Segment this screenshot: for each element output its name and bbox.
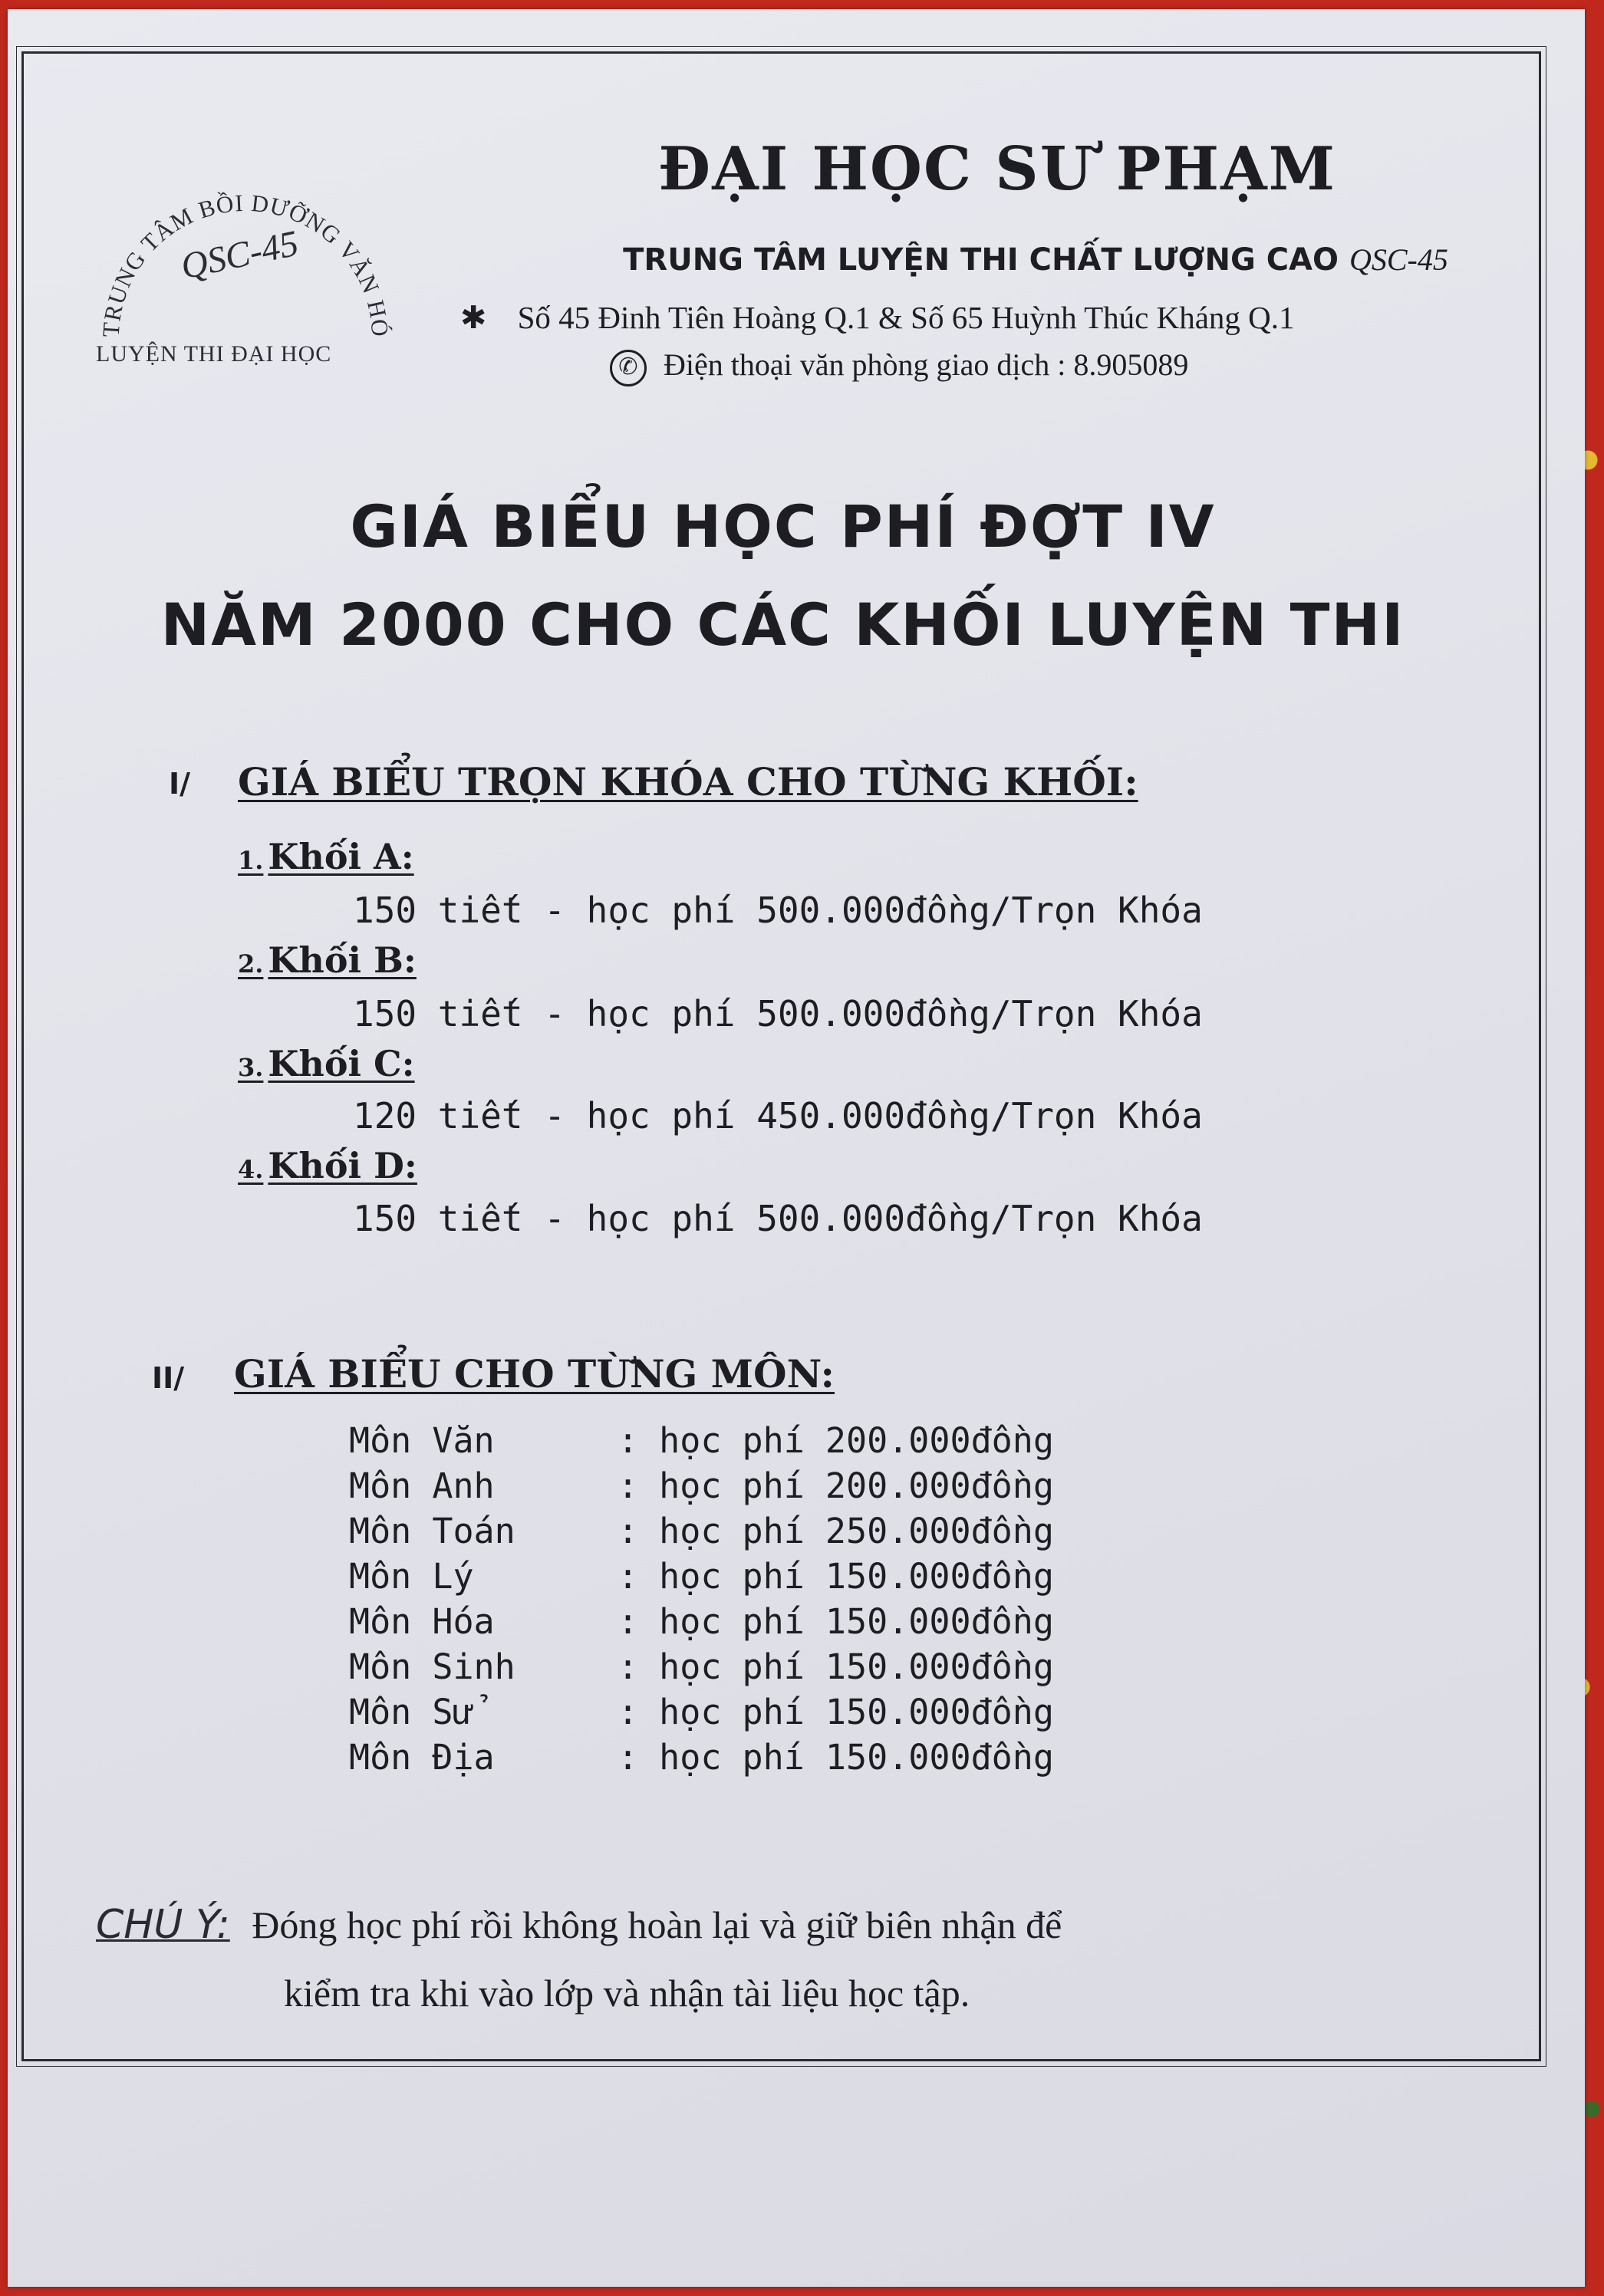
khoi-d-detail: 150 tiết - học phí 500.000đồng/Trọn Khóa: [353, 1198, 1203, 1239]
subject-fee: : học phí 150.000đồng: [618, 1601, 1054, 1642]
section2-number: II/: [152, 1361, 185, 1395]
khoi-a-number: 1.: [238, 846, 264, 875]
subject-name: Môn Sinh: [349, 1646, 515, 1687]
subject-fee: : học phí 200.000đồng: [618, 1465, 1054, 1506]
khoi-d-label-text: Khối D:: [268, 1145, 417, 1186]
khoi-a-label-text: Khối A:: [268, 836, 414, 877]
subject-row: [349, 1646, 1054, 1687]
subject-name: Môn Lý: [349, 1556, 474, 1597]
subject-name: Môn Toán: [349, 1511, 515, 1551]
asterisk-icon: ✱: [460, 300, 487, 335]
center-subtitle-code: QSC-45: [1349, 242, 1448, 277]
subject-row: [349, 1511, 1054, 1551]
khoi-d-number: 4.: [238, 1155, 264, 1184]
section1-heading: GIÁ BIỂU TRỌN KHÓA CHO TỪNG KHỐI:: [238, 759, 1138, 804]
subject-name: Môn Anh: [349, 1465, 495, 1506]
note-label: CHÚ Ý:: [96, 1902, 230, 1948]
address-text: Số 45 Đinh Tiên Hoàng Q.1 & Số 65 Huỳnh Thúc Kháng Q.1: [517, 300, 1295, 335]
khoi-c-number: 3.: [238, 1053, 264, 1082]
subject-fee: : học phí 200.000đồng: [618, 1420, 1054, 1461]
subject-fee: : học phí 150.000đồng: [618, 1556, 1054, 1597]
subject-fee: : học phí 150.000đồng: [618, 1646, 1054, 1687]
stamp-arc-text: TRUNG TÂM BỒI DƯỠNG VĂN HÓ: [97, 189, 394, 338]
subject-row: [349, 1420, 1054, 1461]
phone-icon: ✆: [610, 350, 647, 387]
subject-fee: : học phí 250.000đồng: [618, 1511, 1054, 1551]
note-text-line2: kiểm tra khi vào lớp và nhận tài liệu học tập.: [284, 1972, 970, 2015]
main-title-line2: NĂM 2000 CHO CÁC KHỐI LUYỆN THI: [160, 590, 1405, 659]
subject-row: [349, 1692, 1054, 1732]
khoi-c-label: [238, 1043, 415, 1084]
note-line1: [96, 1902, 1062, 1948]
subject-fee: : học phí 150.000đồng: [618, 1692, 1054, 1732]
subject-name: Môn Địa: [349, 1737, 495, 1778]
address-line: [460, 299, 1534, 336]
stamp-bottom-text: LUYỆN THI ĐẠI HỌC: [96, 341, 332, 367]
center-stamp: [84, 146, 407, 376]
main-title-line1: GIÁ BIỂU HỌC PHÍ ĐỢT IV: [350, 492, 1216, 561]
khoi-c-detail: 120 tiết - học phí 450.000đồng/Trọn Khóa: [353, 1095, 1203, 1136]
khoi-b-label-text: Khối B:: [268, 939, 417, 981]
khoi-d-label: [238, 1145, 417, 1186]
subject-name: Môn Văn: [349, 1420, 495, 1461]
subject-row: [349, 1465, 1054, 1506]
khoi-a-detail: 150 tiết - học phí 500.000đồng/Trọn Khóa: [353, 890, 1203, 931]
institution-title: ĐẠI HỌC SƯ PHẠM: [658, 134, 1336, 204]
subject-row: [349, 1601, 1054, 1642]
subject-name: Môn Sử: [349, 1692, 474, 1732]
khoi-c-label-text: Khối C:: [268, 1043, 415, 1084]
section1-number: I/: [169, 767, 191, 801]
note-text-line1: Đóng học phí rồi không hoàn lại và giữ biên nhận để: [252, 1903, 1062, 1946]
khoi-b-detail: 150 tiết - học phí 500.000đồng/Trọn Khóa: [353, 993, 1203, 1035]
khoi-a-label: [238, 836, 414, 877]
center-subtitle-text: TRUNG TÂM LUYỆN THI CHẤT LƯỢNG CAO: [623, 242, 1339, 278]
phone-line: [610, 347, 1530, 387]
subject-row: [349, 1556, 1054, 1597]
khoi-b-number: 2.: [238, 949, 264, 979]
center-subtitle: [491, 242, 1580, 278]
khoi-b-label: [238, 939, 417, 981]
subject-fee: : học phí 150.000đồng: [618, 1737, 1054, 1778]
phone-text: Điện thoại văn phòng giao dịch : 8.905089: [664, 347, 1189, 382]
stamp-code: QSC-45: [177, 222, 302, 288]
subject-row: [349, 1737, 1054, 1778]
subject-name: Môn Hóa: [349, 1601, 495, 1642]
section2-heading: GIÁ BIỂU CHO TỪNG MÔN:: [234, 1351, 835, 1396]
